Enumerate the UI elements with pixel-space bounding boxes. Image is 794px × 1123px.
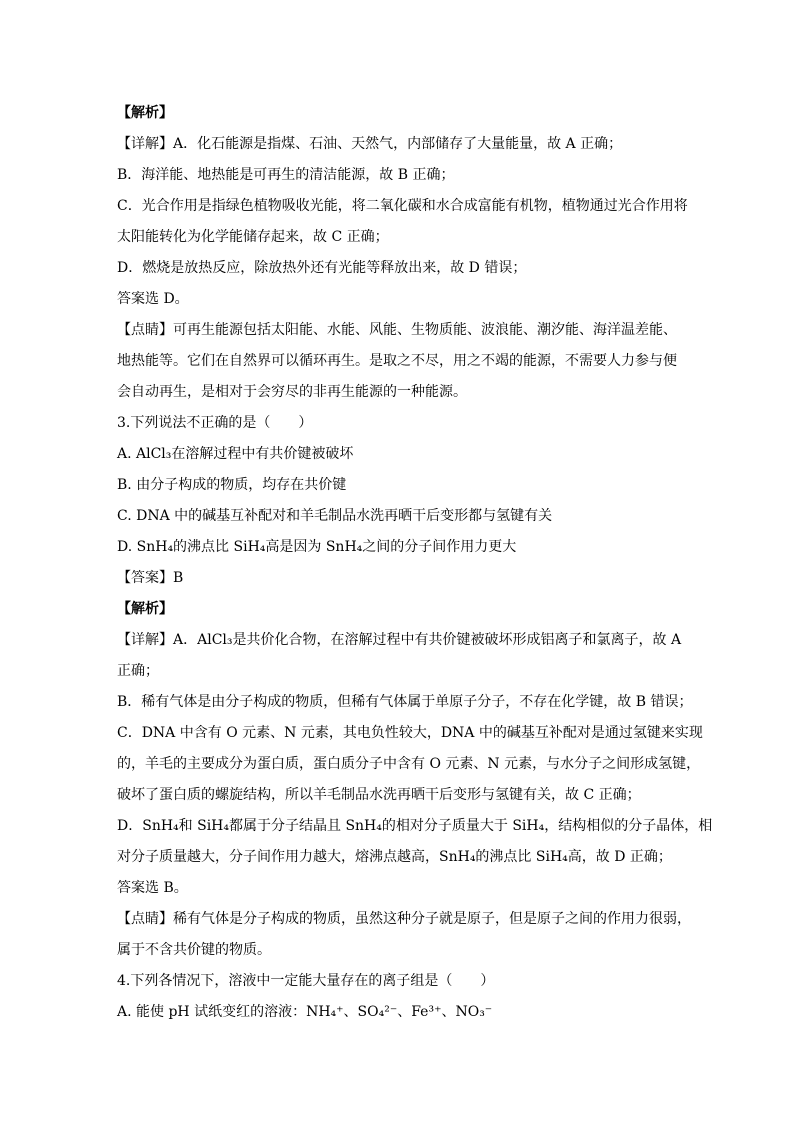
answer-line: 【答案】B <box>117 570 184 586</box>
text-line: 【详解】A．化石能源是指煤、石油、天然气，内部储存了大量能量，故 A 正确； <box>117 136 623 152</box>
text-line: C．光合作用是指绿色植物吸收光能，将二氧化碳和水合成富能有机物，植物通过光合作用将 <box>117 198 688 214</box>
question-3: 3.下列说法不正确的是（ ） <box>117 415 313 431</box>
text-line: 答案选 B。 <box>117 880 188 896</box>
text-line: 属于不含共价键的物质。 <box>117 942 271 958</box>
text-line: 【点睛】稀有气体是分子构成的物质，虽然这种分子就是原子，但是原子之间的作用力很弱， <box>117 911 691 927</box>
question-4: 4.下列各情况下，溶液中一定能大量存在的离子组是（ ） <box>117 973 495 989</box>
text-line: 对分子质量越大，分子间作用力越大，熔沸点越高，SnH₄的沸点比 SiH₄高，故 D 正确； <box>117 849 672 865</box>
text-line: 【详解】A．AlCl₃是共价化合物，在溶解过程中有共价键被破坏形成铝离子和氯离子，故 A <box>117 632 682 648</box>
section-heading-analysis: 【解析】 <box>117 105 173 121</box>
option-b: B. 由分子构成的物质，均存在共价键 <box>117 477 347 493</box>
option-c: C. DNA 中的碱基互补配对和羊毛制品水洗再晒干后变形都与氢键有关 <box>117 508 553 524</box>
text-line: 太阳能转化为化学能储存起来，故 C 正确； <box>117 229 389 245</box>
option-a: A. AlCl₃在溶解过程中有共价键被破坏 <box>117 446 354 462</box>
text-line: D．SnH₄和 SiH₄都属于分子结晶且 SnH₄的相对分子质量大于 SiH₄，结构相似的分子晶体，相 <box>117 818 713 834</box>
text-line: 会自动再生，是相对于会穷尽的非再生能源的一种能源。 <box>117 384 467 400</box>
text-line: 地热能等。它们在自然界可以循环再生。是取之不尽，用之不竭的能源，不需要人力参与便 <box>117 353 677 369</box>
text-line: B．稀有气体是由分子构成的物质，但稀有气体属于单原子分子，不存在化学键，故 B 错误； <box>117 694 693 710</box>
text-line: 答案选 D。 <box>117 291 189 307</box>
text-line: 【点睛】可再生能源包括太阳能、水能、风能、生物质能、波浪能、潮汐能、海洋温差能、 <box>117 322 677 338</box>
option-d: D. SnH₄的沸点比 SiH₄高是因为 SnH₄之间的分子间作用力更大 <box>117 539 517 555</box>
option-a: A. 能使 pH 试纸变红的溶液：NH₄⁺、SO₄²⁻、Fe³⁺、NO₃⁻ <box>117 1004 493 1020</box>
section-heading-analysis: 【解析】 <box>117 601 173 617</box>
text-line: 破坏了蛋白质的螺旋结构，所以羊毛制品水洗再晒干后变形与氢键有关，故 C 正确； <box>117 787 641 803</box>
text-line: D．燃烧是放热反应，除放热外还有光能等释放出来，故 D 错误； <box>117 260 527 276</box>
text-line: 正确； <box>117 663 159 679</box>
text-line: 的，羊毛的主要成分为蛋白质，蛋白质分子中含有 O 元素、N 元素，与水分子之间形成氢键， <box>117 756 701 772</box>
text-line: B．海洋能、地热能是可再生的清洁能源，故 B 正确； <box>117 167 455 183</box>
text-line: C．DNA 中含有 O 元素、N 元素，其电负性较大，DNA 中的碱基互补配对是通过氢键来实现 <box>117 725 703 741</box>
